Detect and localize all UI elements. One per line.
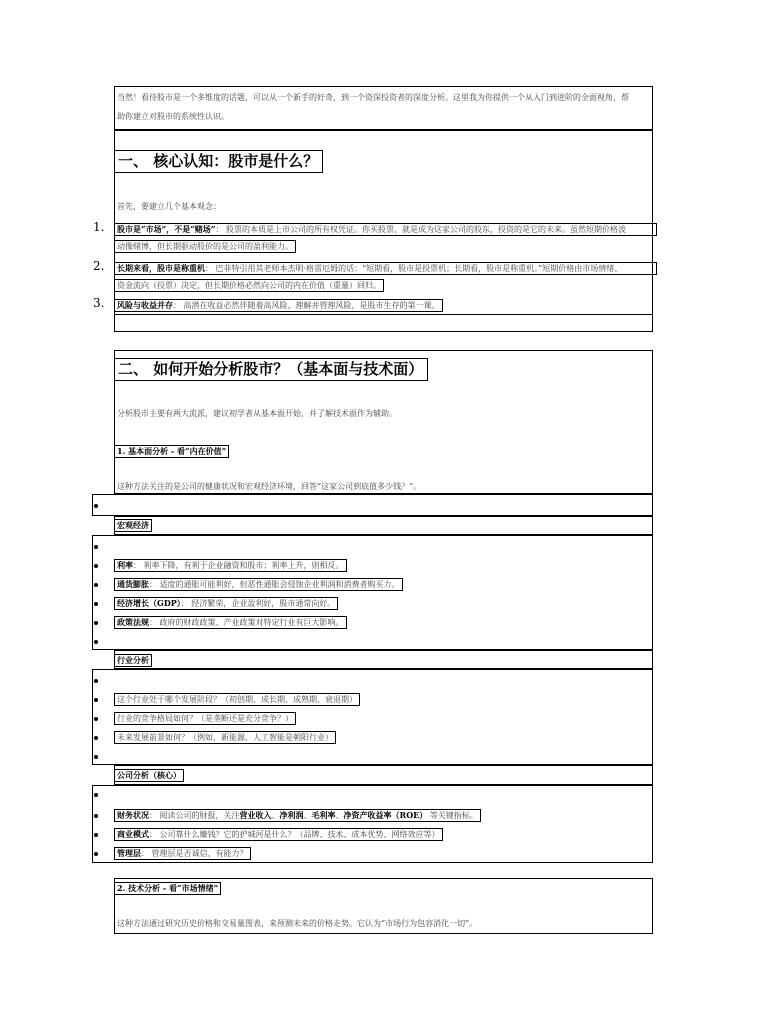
keyword: 净资产收益率（ROE） — [343, 810, 428, 820]
company-title: 公司分析（核心） — [114, 769, 184, 782]
bullet-dot — [94, 504, 98, 508]
item-label: 股市是“市场”，不是“赌场” — [117, 224, 216, 234]
section1-empty-row — [114, 314, 653, 315]
item-text: ： 股票的本质是上市公司的所有权凭证。你买股票，就是成为这家公司的股东，投资的是它的未来。虽然短期价格波 — [215, 225, 626, 234]
macro-list — [92, 535, 653, 650]
bullet-dot — [94, 545, 98, 549]
section2-title: 二、 如何开始分析股市？（基本面与技术面） — [114, 358, 428, 381]
keyword: 毛利率 — [311, 810, 336, 820]
intro-line-2: 助你建立对股市的系统性认识。 — [117, 112, 229, 121]
industry-item: 未来发展前景如何？（例如，新能源、人工智能是朝阳行业） — [114, 731, 336, 744]
separator: 、 — [303, 811, 312, 820]
item-text: ： 高潜在收益必然伴随着高风险。理解并管理风险，是股市生存的第一课。 — [173, 301, 440, 310]
bullet-dot — [94, 640, 98, 644]
item-label: 商业模式 — [117, 829, 149, 839]
macro-item-inflation — [114, 578, 403, 591]
company-item-team — [114, 847, 251, 860]
company-item-finance — [114, 809, 481, 822]
bullet-dot — [94, 621, 98, 625]
item-label: 管理层 — [117, 848, 141, 858]
section1-item-1-cont: 动像赌博，但长期驱动股价的是公司的盈利能力。 — [114, 240, 296, 253]
macro-title: 宏观经济 — [114, 519, 152, 532]
macro-item-gdp — [114, 597, 338, 610]
technical-lead: 这种方法通过研究历史价格和交易量图表，来预测未来的价格走势。它认为“市场行为包容消化一切”。 — [117, 919, 478, 928]
industry-row — [114, 650, 653, 669]
keyword: 营业收入 — [239, 810, 272, 820]
bullet-dot — [94, 717, 98, 721]
bullet-dot — [94, 564, 98, 568]
fundamental-title: 1. 基本面分析 - 看“内在价值” — [114, 445, 229, 458]
company-row — [114, 765, 653, 785]
bullet-dot — [94, 679, 98, 683]
item-text: ： 公司靠什么赚钱？它的护城河是什么？（品牌、技术、成本优势、网络效应等） — [149, 830, 440, 839]
item-text: ： 适度的通胀可能利好，但恶性通胀会侵蚀企业利润和消费者购买力。 — [149, 580, 400, 589]
industry-item: 这个行业处于哪个发展阶段？（初创期、成长期、成熟期、衰退期） — [114, 693, 360, 706]
bullet-dot — [94, 755, 98, 759]
technical-title: 2. 技术分析 - 看“市场情绪” — [114, 882, 221, 895]
item-text: ： 经济繁荣，企业盈利好，股市通常向好。 — [180, 599, 336, 608]
list-row — [92, 494, 653, 516]
industry-title: 行业分析 — [114, 654, 152, 667]
separator: 、 — [335, 811, 344, 820]
item-text: 等关键指标。 — [427, 811, 478, 820]
bullet-dot — [94, 698, 98, 702]
bullet-dot — [94, 833, 98, 837]
section2-lead: 分析股市主要有两大流派，建议初学者从基本面开始，并了解技术面作为辅助。 — [117, 409, 397, 418]
item-label: 政策法规 — [117, 617, 149, 627]
bullet-dot — [94, 852, 98, 856]
item-label: 风险与收益并存 — [117, 300, 173, 310]
item-label: 利率 — [117, 560, 133, 570]
item-number: 1. — [93, 220, 105, 234]
item-label: 财务状况 — [117, 810, 149, 820]
keyword: 净利润 — [279, 810, 304, 820]
item-text: ： 阅读公司的财报，关注 — [149, 811, 240, 820]
item-label: 通货膨胀 — [117, 579, 149, 589]
industry-item: 行业的竞争格局如何？（是垄断还是充分竞争？） — [114, 712, 296, 725]
bullet-dot — [94, 602, 98, 606]
fundamental-lead: 这种方法关注的是公司的健康状况和宏观经济环境，回答“这家公司到底值多少钱？”。 — [117, 482, 422, 491]
macro-item-policy — [114, 616, 347, 629]
item-label: 经济增长（GDP） — [117, 598, 181, 608]
intro-line-1: 当然！看待股市是一个多维度的话题，可以从一个新手的好奇，到一个资深投资者的深度分析。这里我为你提供一个从入门到进阶的全面视角，帮 — [117, 93, 629, 102]
item-text: ： 政府的财政政策、产业政策对特定行业有巨大影响。 — [149, 618, 344, 627]
item-text: ： 管理层是否诚信、有能力？ — [141, 849, 248, 858]
item-number: 3. — [93, 296, 105, 310]
item-text: ： 利率下降，有利于企业融资和股市；利率上升，则相反。 — [133, 561, 344, 570]
section1-item-3 — [114, 299, 443, 312]
macro-row — [114, 516, 653, 535]
item-text: ： 巴菲特引用其老师本杰明·格雷厄姆的话：“短期看，股市是投票机；长期看，股市是称重机。”短期价格由市场情绪、 — [205, 264, 623, 273]
section1-title: 一、 核心认知：股市是什么？ — [114, 150, 323, 173]
bullet-dot — [94, 814, 98, 818]
section1-item-2 — [114, 262, 657, 275]
macro-item-rate — [114, 559, 347, 572]
item-label: 长期来看，股市是称重机 — [117, 263, 205, 273]
section1-item-1 — [114, 223, 657, 236]
bullet-dot — [94, 583, 98, 587]
company-item-model — [114, 828, 443, 841]
bullet-dot — [94, 793, 98, 797]
item-number: 2. — [93, 259, 105, 273]
section1-item-2-cont: 资金流向（投票）决定，但长期价格必然向公司的内在价值（重量）回归。 — [114, 279, 384, 292]
section1-lead: 首先，要建立几个基本观念： — [117, 202, 221, 211]
bullet-dot — [94, 736, 98, 740]
separator: 、 — [271, 811, 280, 820]
